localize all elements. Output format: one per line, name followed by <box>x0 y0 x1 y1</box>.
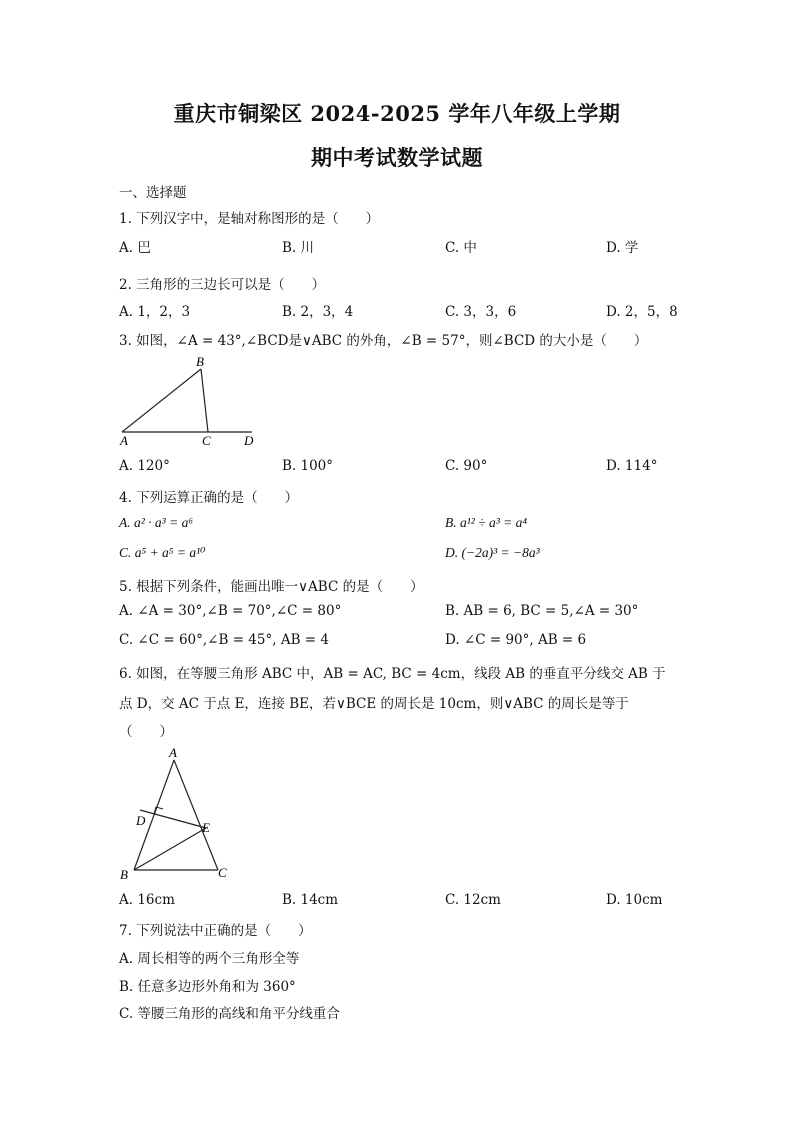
q5-option-d: D. ∠C = 90°, AB = 6 <box>445 632 587 648</box>
q3-option-c: C. 90° <box>445 458 488 474</box>
q5-option-b: B. AB = 6, BC = 5,∠A = 30° <box>445 603 639 619</box>
q3-side-bc <box>201 369 208 432</box>
q3-option-b: B. 100° <box>282 458 334 474</box>
q4-stem: 4. 下列运算正确的是（ ） <box>119 490 299 506</box>
q6-option-b: B. 14cm <box>282 892 339 908</box>
q6-stem-line2: 点 D，交 AC 于点 E，连接 BE，若∨BCE 的周长是 10cm，则∨ABC 的周长是等于 <box>119 696 629 712</box>
q6-label-c: C <box>218 865 227 880</box>
q2-option-b: B. 2，3，4 <box>282 304 354 320</box>
exam-title-line2: 期中考试数学试题 <box>311 145 483 170</box>
exam-title-line1: 重庆市铜梁区 2024-2025 学年八年级上学期 <box>173 101 621 126</box>
q1-option-d: D. 学 <box>606 240 639 256</box>
q2-stem: 2. 三角形的三边长可以是（ ） <box>119 277 326 293</box>
q6-option-a: A. 16cm <box>119 892 175 908</box>
q4-option-c: C. a⁵ + a⁵ = a¹⁰ <box>119 545 206 560</box>
q2-option-a: A. 1，2，3 <box>119 304 191 320</box>
q2-option-d: D. 2，5，8 <box>606 304 678 320</box>
q6-stem-line3: （ ） <box>119 724 173 740</box>
q3-label-b: B <box>196 354 204 369</box>
q3-option-d: D. 114° <box>606 458 658 474</box>
q6-label-e: E <box>202 820 210 835</box>
q7-option-a: A. 周长相等的两个三角形全等 <box>119 951 300 967</box>
q5-option-a: A. ∠A = 30°,∠B = 70°,∠C = 80° <box>119 603 342 619</box>
q6-side-ac <box>174 760 218 870</box>
q1-option-c: C. 中 <box>445 240 477 256</box>
q3-side-ab <box>122 369 201 432</box>
q6-segment-be <box>134 828 206 870</box>
q6-isosceles-triangle-figure <box>114 744 238 882</box>
q3-triangle-figure <box>116 352 266 452</box>
q4-option-d: D. (−2a)³ = −8a³ <box>445 545 540 560</box>
q6-label-a: A <box>169 745 177 760</box>
q1-stem: 1. 下列汉字中，是轴对称图形的是（ ） <box>119 211 380 227</box>
section-heading: 一、选择题 <box>119 185 187 201</box>
q4-option-a: A. a² · a³ = a⁶ <box>119 515 194 530</box>
q7-option-c: C. 等腰三角形的高线和角平分线重合 <box>119 1006 340 1022</box>
q6-label-b: B <box>120 867 128 882</box>
q2-option-c: C. 3，3，6 <box>445 304 517 320</box>
q7-option-b: B. 任意多边形外角和为 360° <box>119 979 296 995</box>
q6-option-c: C. 12cm <box>445 892 501 908</box>
q3-option-a: A. 120° <box>119 458 170 474</box>
q6-stem-line1: 6. 如图，在等腰三角形 ABC 中，AB = AC, BC = 4cm，线段 AB 的垂直平分线交 AB 于 <box>119 666 666 682</box>
q1-option-a: A. 巴 <box>119 240 151 256</box>
q3-label-c: C <box>202 433 211 448</box>
q3-label-d: D <box>244 433 254 448</box>
q1-option-b: B. 川 <box>282 240 315 256</box>
q5-stem: 5. 根据下列条件，能画出唯一∨ABC 的是（ ） <box>119 579 424 595</box>
q6-option-d: D. 10cm <box>606 892 663 908</box>
q4-option-b: B. a¹² ÷ a³ = a⁴ <box>445 515 528 530</box>
q7-stem: 7. 下列说法中正确的是（ ） <box>119 923 312 939</box>
q5-option-c: C. ∠C = 60°,∠B = 45°, AB = 4 <box>119 632 329 648</box>
q3-label-a: A <box>120 433 128 448</box>
q6-label-d: D <box>136 813 146 828</box>
q3-stem: 3. 如图，∠A = 43°,∠BCD是∨ABC 的外角，∠B = 57°，则∠BCD 的大小是（ ） <box>119 333 648 349</box>
